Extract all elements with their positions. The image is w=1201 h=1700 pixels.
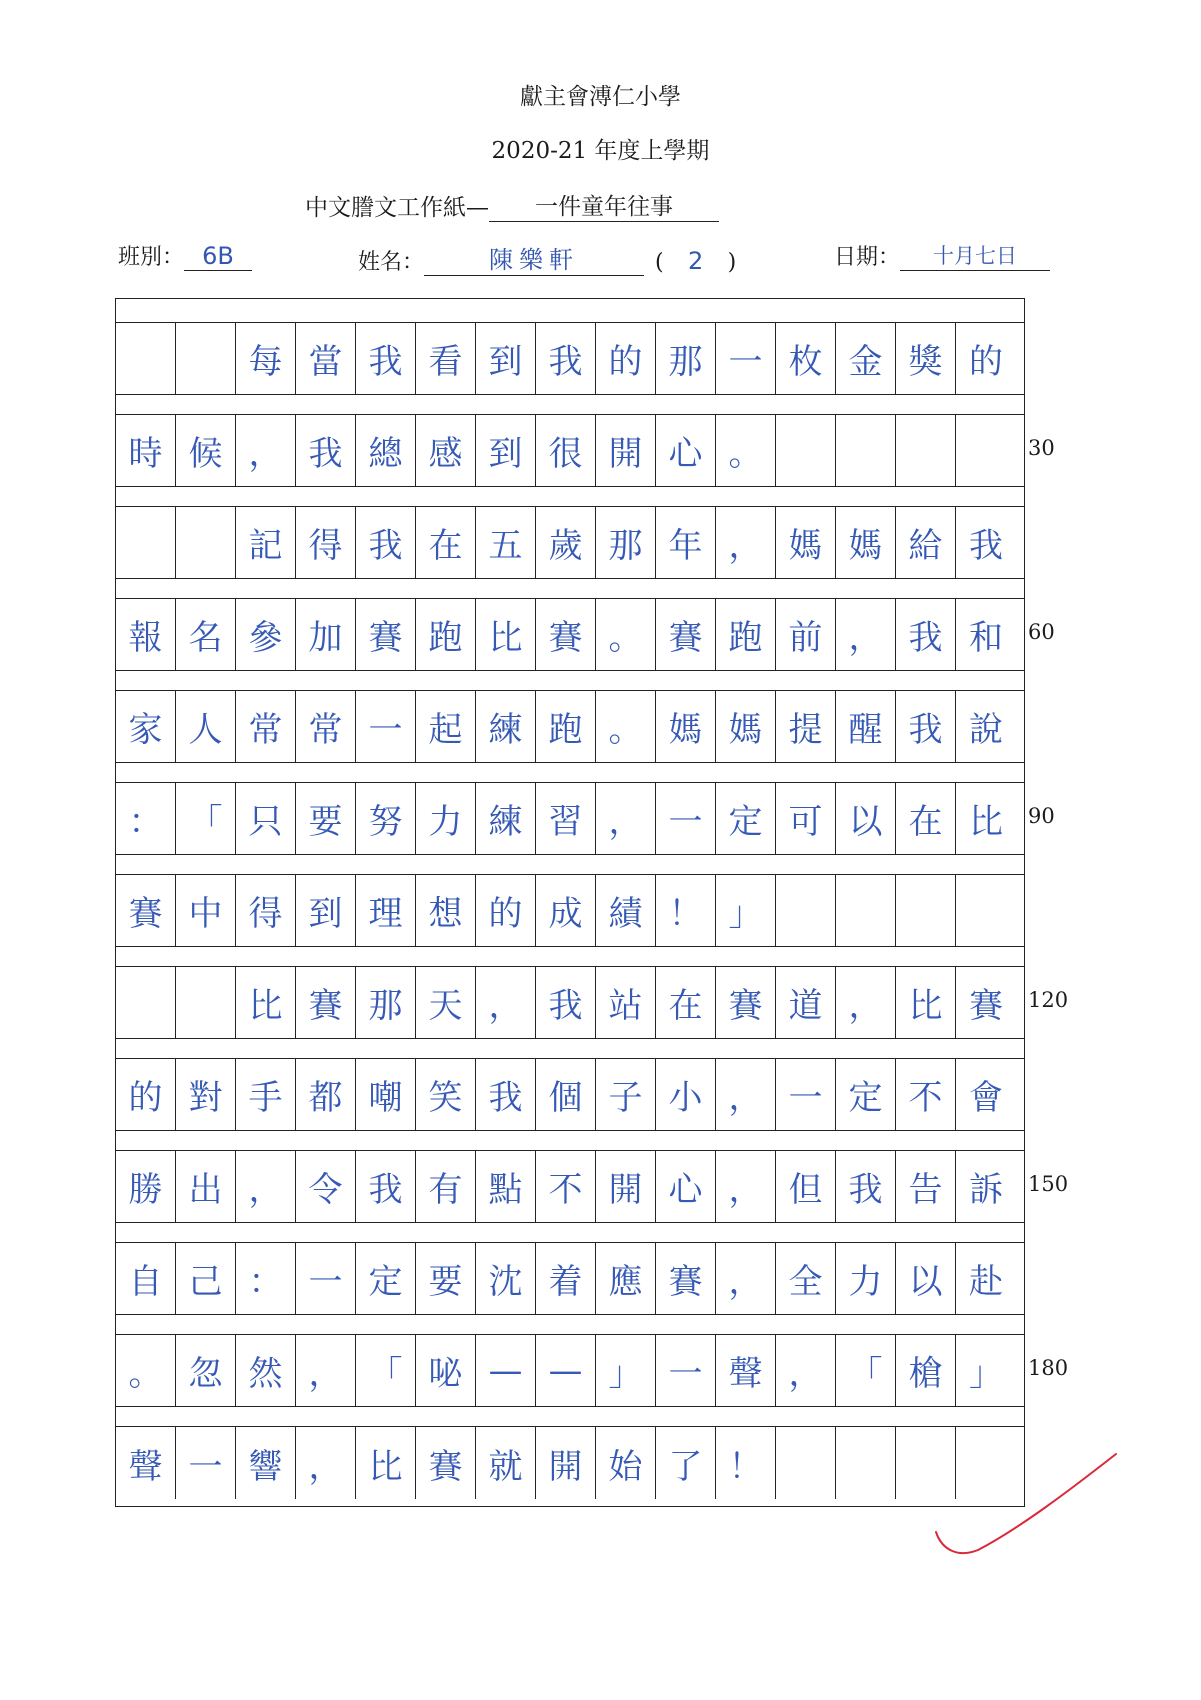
grid-cell: 和 [969,618,1003,658]
grid-cell: 獎 [896,323,956,394]
grid-cell: ， [836,599,896,670]
grid-cell: 會 [969,1078,1003,1118]
grid-cell [776,875,836,946]
grid-cell: 以 [836,783,896,854]
grid-cell: ， [476,967,536,1038]
grid-cell: 力 [416,783,476,854]
grid-cell: 賽 [656,1243,716,1314]
grid-cell: ， [836,967,896,1038]
grid-cell: ， [236,415,296,486]
grid-cell: 在 [656,967,716,1038]
grid-cell [776,1427,836,1499]
grid-cell [836,1427,896,1499]
grid-cell: 我 [896,599,956,670]
grid-cell: 我 [356,1151,416,1222]
grid-cell: 有 [416,1151,476,1222]
grid-row [116,323,1024,395]
grid-cell: 咇 [416,1335,476,1406]
grid-spacer [116,855,1024,875]
grid-cell: 。 [596,691,656,762]
grid-cell: 己 [176,1243,236,1314]
grid-cell: 名 [176,599,236,670]
grid-cell: 每 [236,323,296,394]
grid-cell: 比 [896,967,956,1038]
grid-spacer [116,1407,1024,1427]
grid-cell: 賽 [716,967,776,1038]
grid-cell: 時 [116,415,176,486]
grid-cell: 一 [176,1427,236,1499]
name-value: 陳樂軒 [424,240,644,276]
grid-cell: 媽 [836,507,896,578]
grid-cell: 定 [716,783,776,854]
grid-cell: 在 [896,783,956,854]
worksheet-label: 中文謄文工作紙— [305,195,489,221]
grid-cell: 賽 [656,599,716,670]
grid-cell [176,507,236,578]
grid-cell [896,875,956,946]
grid-cell: 着 [536,1243,596,1314]
grid-cell: 沈 [476,1243,536,1314]
grid-cell: 醒 [836,691,896,762]
grid-cell: 績 [596,875,656,946]
grid-cell: 到 [296,875,356,946]
grid-cell: 。 [716,415,776,486]
grid-row [116,691,1024,763]
grid-cell: 參 [236,599,296,670]
grid-cell: 賽 [296,967,356,1038]
grid-cell: 我 [356,507,416,578]
grid-cell: 媽 [776,507,836,578]
grid-cell: 得 [236,875,296,946]
grid-cell: 勝 [116,1151,176,1222]
check-mark-icon [930,1450,1120,1570]
grid-cell: 。 [596,599,656,670]
grid-cell: 開 [536,1427,596,1499]
grid-row [116,1427,1024,1499]
grid-cell: 起 [416,691,476,762]
grid-row [116,507,1024,579]
grid-cell [116,323,176,394]
grid-cell: 了 [656,1427,716,1499]
date-label: 日期： [834,245,901,270]
grid-cell: ！ [716,1427,776,1499]
grid-cell: 開 [596,1151,656,1222]
grid-cell: 賽 [969,986,1003,1026]
grid-cell: 定 [836,1059,896,1130]
grid-cell: 一 [296,1243,356,1314]
grid-cell: 訴 [969,1170,1003,1210]
grid-cell: 應 [596,1243,656,1314]
grid-cell: 天 [416,967,476,1038]
character-count: 120 [1028,988,1069,1012]
grid-cell: 感 [416,415,476,486]
grid-cell [896,415,956,486]
grid-spacer [116,671,1024,691]
grid-cell: 站 [596,967,656,1038]
grid-spacer [116,579,1024,599]
grid-cell: 枚 [776,323,836,394]
grid-row [116,1335,1024,1407]
grid-cell: 習 [536,783,596,854]
grid-cell: 忽 [176,1335,236,1406]
grid-cell: 到 [476,323,536,394]
grid-cell: 的 [969,342,1003,382]
grid-cell: 總 [356,415,416,486]
grid-cell: 一 [656,783,716,854]
grid-cell: 賽 [116,875,176,946]
class-field [118,240,252,271]
grid-cell: 加 [296,599,356,670]
grid-cell [836,875,896,946]
grid-cell: 定 [356,1243,416,1314]
grid-cell: 那 [656,323,716,394]
grid-cell: 要 [296,783,356,854]
name-label: 姓名： [358,250,425,275]
grid-cell: 力 [836,1243,896,1314]
grid-cell: 「 [176,783,236,854]
grid-cell: 以 [896,1243,956,1314]
grid-cell: 不 [896,1059,956,1130]
grid-cell: 小 [656,1059,716,1130]
grid-cell: 聲 [716,1335,776,1406]
grid-cell: 在 [416,507,476,578]
grid-cell: ， [596,783,656,854]
grid-cell: 跑 [536,691,596,762]
grid-cell: 手 [236,1059,296,1130]
grid-cell: 報 [116,599,176,670]
grid-cell: ， [716,1243,776,1314]
grid-cell: 前 [776,599,836,670]
grid-spacer [116,1039,1024,1059]
grid-cell: 槍 [896,1335,956,1406]
grid-cell: 就 [476,1427,536,1499]
grid-cell: 一 [656,1335,716,1406]
grid-cell: 我 [969,526,1003,566]
grid-cell: — [536,1335,596,1406]
grid-cell: 我 [296,415,356,486]
school-name: 獻主會溥仁小學 [520,84,681,110]
grid-cell: 告 [896,1151,956,1222]
grid-row [116,1243,1024,1315]
grid-row [116,783,1024,855]
grid-row [116,1059,1024,1131]
number-open: ( [655,250,664,275]
character-count: 60 [1028,620,1055,644]
grid-cell: 賽 [416,1427,476,1499]
grid-cell: 開 [596,415,656,486]
character-count: 180 [1028,1356,1069,1380]
grid-cell: 赴 [969,1262,1003,1302]
grid-cell: 我 [896,691,956,762]
grid-cell: — [476,1335,536,1406]
grid-cell: 提 [776,691,836,762]
grid-cell: 全 [776,1243,836,1314]
grid-cell: 比 [476,599,536,670]
topic-field: 一件童年往事 [489,188,719,222]
grid-cell: 一 [716,323,776,394]
grid-cell: 只 [236,783,296,854]
grid-cell: 的 [596,323,656,394]
grid-row [116,415,1024,487]
grid-cell: 到 [476,415,536,486]
grid-cell: 但 [776,1151,836,1222]
grid-cell [116,507,176,578]
grid-cell: 一 [776,1059,836,1130]
grid-cell: 人 [176,691,236,762]
grid-cell: 「 [836,1335,896,1406]
grid-cell: 想 [416,875,476,946]
grid-row [116,967,1024,1039]
grid-cell: 那 [596,507,656,578]
grid-cell: 看 [416,323,476,394]
grid-spacer [116,299,1024,323]
grid-spacer [116,1223,1024,1243]
grid-cell: ， [716,1151,776,1222]
class-label: 班別： [118,245,185,270]
grid-cell [176,967,236,1038]
grid-cell: 練 [476,783,536,854]
grid-cell: ， [716,1059,776,1130]
grid-cell: 很 [536,415,596,486]
number-value: 2 [687,247,704,275]
grid-spacer [116,395,1024,415]
grid-row [116,875,1024,947]
grid-cell: 常 [236,691,296,762]
grid-cell: 」 [716,875,776,946]
grid-cell [176,323,236,394]
grid-cell: 媽 [656,691,716,762]
grid-cell: 可 [776,783,836,854]
grid-cell: 五 [476,507,536,578]
grid-cell [956,875,1016,946]
class-value: 6B [184,242,252,271]
worksheet-title [305,188,719,222]
grid-cell: 道 [776,967,836,1038]
grid-cell [776,415,836,486]
grid-cell: 出 [176,1151,236,1222]
grid-row [116,599,1024,671]
writing-grid [115,298,1025,1507]
grid-row [116,1151,1024,1223]
grid-cell: 常 [296,691,356,762]
grid-cell: 一 [356,691,416,762]
grid-cell: ！ [656,875,716,946]
grid-cell: 當 [296,323,356,394]
date-field [834,240,1050,271]
grid-cell: 媽 [716,691,776,762]
grid-spacer [116,947,1024,967]
grid-cell: 子 [596,1059,656,1130]
grid-cell: 」 [969,1354,1003,1394]
grid-cell: 笑 [416,1059,476,1130]
grid-cell: 歲 [536,507,596,578]
grid-cell [116,967,176,1038]
grid-cell: 努 [356,783,416,854]
grid-cell: 家 [116,691,176,762]
grid-cell: 理 [356,875,416,946]
number-close: ) [727,250,737,275]
grid-cell: 得 [296,507,356,578]
grid-cell: ， [296,1427,356,1499]
grid-cell: 跑 [716,599,776,670]
grid-cell: 始 [596,1427,656,1499]
grid-cell: 我 [356,323,416,394]
grid-cell: 的 [476,875,536,946]
grid-cell: 」 [596,1335,656,1406]
grid-cell: 賽 [536,599,596,670]
grid-cell: 都 [296,1059,356,1130]
grid-cell: 心 [656,415,716,486]
name-field [358,240,736,276]
grid-cell: ， [776,1335,836,1406]
grid-cell: ： [116,783,176,854]
grid-spacer [116,487,1024,507]
grid-cell: 賽 [356,599,416,670]
grid-spacer [116,1131,1024,1151]
grid-cell: 「 [356,1335,416,1406]
grid-cell: 聲 [116,1427,176,1499]
grid-cell: 我 [536,323,596,394]
grid-cell: 那 [356,967,416,1038]
grid-cell: 然 [236,1335,296,1406]
character-count: 30 [1028,436,1055,460]
grid-cell: 成 [536,875,596,946]
grid-cell [836,415,896,486]
grid-cell: 比 [356,1427,416,1499]
grid-cell: 跑 [416,599,476,670]
character-count: 150 [1028,1172,1069,1196]
grid-cell: 年 [656,507,716,578]
grid-cell: 中 [176,875,236,946]
grid-cell: 自 [116,1243,176,1314]
grid-cell: 比 [236,967,296,1038]
grid-cell: 候 [176,415,236,486]
grid-cell: 我 [536,967,596,1038]
grid-cell: 不 [536,1151,596,1222]
grid-cell: 記 [236,507,296,578]
character-count: 90 [1028,804,1055,828]
grid-cell: ， [296,1335,356,1406]
grid-cell: 點 [476,1151,536,1222]
grid-cell: ： [236,1243,296,1314]
grid-cell: ， [236,1151,296,1222]
grid-cell: 給 [896,507,956,578]
grid-cell: 令 [296,1151,356,1222]
grid-cell: 心 [656,1151,716,1222]
term-title: 2020-21 年度上學期 [491,138,710,164]
grid-cell: 要 [416,1243,476,1314]
grid-cell: ， [716,507,776,578]
grid-cell: 我 [836,1151,896,1222]
grid-cell: 金 [836,323,896,394]
date-value: 十月七日 [900,240,1050,271]
grid-spacer [116,1315,1024,1335]
grid-cell: 練 [476,691,536,762]
grid-cell: 對 [176,1059,236,1130]
grid-cell: 我 [476,1059,536,1130]
grid-cell: 比 [969,802,1003,842]
grid-spacer [116,763,1024,783]
grid-cell: 說 [969,710,1003,750]
grid-cell [956,415,1016,486]
grid-cell: 響 [236,1427,296,1499]
grid-cell: 。 [116,1335,176,1406]
grid-cell: 嘲 [356,1059,416,1130]
grid-cell: 個 [536,1059,596,1130]
grid-cell: 的 [116,1059,176,1130]
